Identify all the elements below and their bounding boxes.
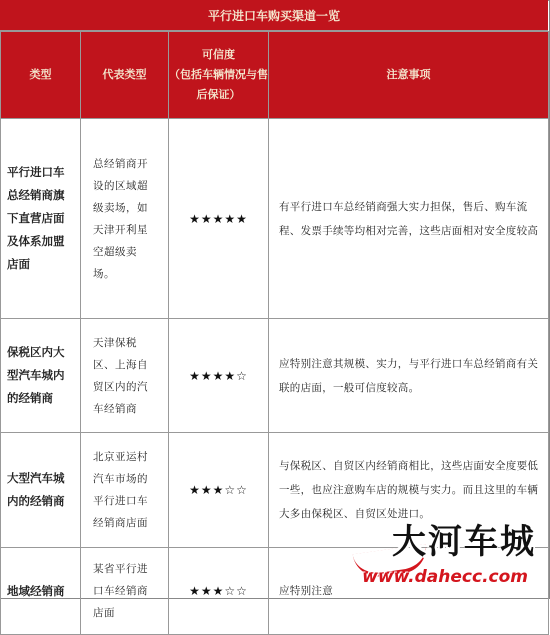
row-rep: 总经销商开设的区域超级卖场，如天津开利星空超级卖场。 xyxy=(81,119,169,319)
watermark-brand: 大河车城 xyxy=(392,522,536,562)
row-rep: 北京亚运村汽车市场的平行进口车经销商店面 xyxy=(81,433,169,548)
table-row xyxy=(1,119,549,319)
watermark-url: www.dahecc.com xyxy=(362,567,528,587)
row-stars: ★★★☆☆ xyxy=(169,548,269,635)
header-row xyxy=(1,32,549,119)
row-note: 有平行进口车总经销商强大实力担保，售后、购车流程、发票手续等均相对完善，这些店面相对安全度较高 xyxy=(269,119,549,319)
row-note: 应特别注意 xyxy=(269,548,549,635)
header-reliability-line2: （包括车辆情况与售后保证） xyxy=(169,68,268,101)
row-type: 地域经销商 xyxy=(1,548,81,635)
row-note: 与保税区、自贸区内经销商相比，这些店面安全度要低一些，也应注意购车店的规模与实力。而且这里的车辆大多由保税区、自贸区处进口。 xyxy=(269,433,549,548)
row-stars: ★★★☆☆ xyxy=(169,433,269,548)
table-row xyxy=(1,319,549,433)
row-rep: 某省平行进口车经销商店面 xyxy=(81,548,169,635)
row-type: 平行进口车总经销商旗下直营店面及体系加盟店面 xyxy=(1,119,81,319)
row-type: 大型汽车城内的经销商 xyxy=(1,433,81,548)
row-stars: ★★★★★ xyxy=(169,119,269,319)
header-rep: 代表类型 xyxy=(81,32,169,119)
watermark-logo xyxy=(356,522,546,593)
header-reliability-line1: 可信度 xyxy=(202,48,235,61)
row-stars: ★★★★☆ xyxy=(169,319,269,433)
header-type: 类型 xyxy=(1,32,81,119)
row-rep: 天津保税区、上海自贸区内的汽车经销商 xyxy=(81,319,169,433)
table-title: 平行进口车购买渠道一览 xyxy=(0,0,548,31)
row-type: 保税区内大型汽车城内的经销商 xyxy=(1,319,81,433)
row-note: 应特别注意其规模、实力，与平行进口车总经销商有关联的店面，一般可信度较高。 xyxy=(269,319,549,433)
header-notes: 注意事项 xyxy=(269,32,549,119)
header-reliability xyxy=(169,32,269,119)
